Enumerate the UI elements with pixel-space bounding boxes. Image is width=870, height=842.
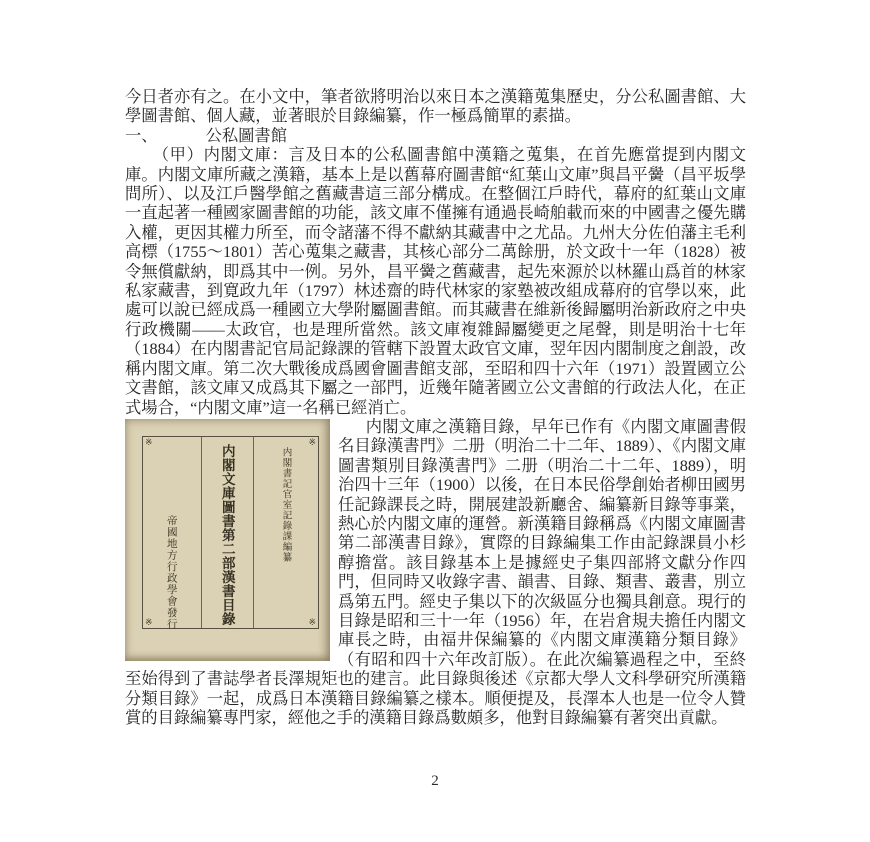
section-number: 一、	[125, 125, 158, 145]
page-number: 2	[431, 773, 439, 789]
cover-frame	[142, 436, 319, 629]
section-title: 公私圖書館	[205, 125, 287, 145]
cover-column-divider	[253, 437, 254, 628]
continuation-paragraph: 今日者亦有之。在小文中，筆者欲將明治以來日本之漢籍蒐集歷史，分公私圖書館、大學圖書館、個人藏，並著眼於目錄編纂，作一極爲簡單的素描。	[125, 87, 746, 126]
cover-column-divider	[201, 437, 202, 628]
paragraph-naikaku-bunko: （甲）内閣文庫：言及日本的公私圖書館中漢籍之蒐集，在首先應當提到内閣文庫。内閣文庫所藏之漢籍，基本上是以舊幕府圖書館“紅葉山文庫”與昌平黌（昌平坂學問所）、以及江戶醫學館之舊藏書這三部分構成。在整個江戶時代，幕府的紅葉山文庫一直起著一種國家圖書館的功能，該文庫不僅擁有通過長崎舶載而來的中國書之優先購入權，更因其權力所至，而令諸藩不得不獻納其藏書中之尤品。九州大分佐伯藩主毛利高標（1755～1801）苦心蒐集之藏書，其核心部分二萬餘册，於文政十一年（1828）被令無償獻納，即爲其中一例。另外，昌平黌之舊藏書，起先來源於以林羅山爲首的林家私家藏書，到寛政九年（1797）林述齋的時代林家的家塾被改組成幕府的官學以來，此處可以說已經成爲一種國立大學附屬圖書館。而其藏書在維新後歸屬明治新政府之中央行政機關——太政官，也是理所當然。該文庫複雜歸屬變更之尾聲，則是明治十七年（1884）在内閣書記官局記錄課的管轄下設置太政官文庫，翌年因内閣制度之創設，改稱内閣文庫。第二次大戰後成爲國會圖書館支部，至昭和四十六年（1971）設置國立公文書館，該文庫又成爲其下屬之一部門，近幾年隨著國立公文書館的行政法人化，在正式場合，“内閣文庫”這一名稱已經消亡。	[125, 145, 746, 417]
corner-ornament-icon: ※	[145, 436, 153, 447]
corner-ornament-icon: ※	[308, 616, 316, 627]
section-heading	[125, 126, 746, 145]
cover-editor-text: 内閣書記官室記錄課編纂	[280, 446, 291, 563]
corner-ornament-icon: ※	[145, 616, 153, 627]
corner-ornament-icon: ※	[308, 436, 316, 447]
paragraph-catalog: 内閣文庫之漢籍目錄，早年已作有《内閣文庫圖書假名目錄漢書門》二册（明治二十二年、1889）、《内閣文庫圖書類別目錄漢書門》二册（明治二十二年、1889），明治四十三年（1900）以後，在日本民俗學創始者柳田國男任記錄課長之時，開展建設新廳舍、編纂新目錄等事業，熱心於内閣文庫的運營。新漢籍目錄稱爲《内閣文庫圖書第二部漢書目錄》，實際的目錄編集工作由記錄課員小杉醇擔當。該目錄基本上是據經史子集四部將文獻分作四門，但同時又收錄字書、韻書、目錄、類書、叢書，別立爲第五門。經史子集以下的次級區分也獨具創意。現行的目錄是昭和三十一年（1956）年，在岩倉規夫擔任内閣文庫長之時，由福井保編纂的《内閣文庫漢籍分類目錄》（有昭和四十六年改訂版）。在此次編纂過程之中，至終至始得到了書誌學者長澤規矩也的建言。此目錄與後述《京都大學人文科學研究所漢籍分類目錄》一起，成爲日本漢籍目錄編纂之樣本。順便提及，長澤本人也是一位令人贊賞的目錄編纂專門家，經他之手的漢籍目錄爲數頗多，他對目錄編纂有著突出貢獻。	[125, 416, 746, 727]
cover-publisher-text: 帝國地方行政學會發行	[165, 515, 177, 631]
book-cover-figure	[125, 419, 330, 661]
text-column	[125, 87, 746, 727]
cover-title-text: 内閣文庫圖書第二部漢書目錄	[219, 443, 235, 626]
